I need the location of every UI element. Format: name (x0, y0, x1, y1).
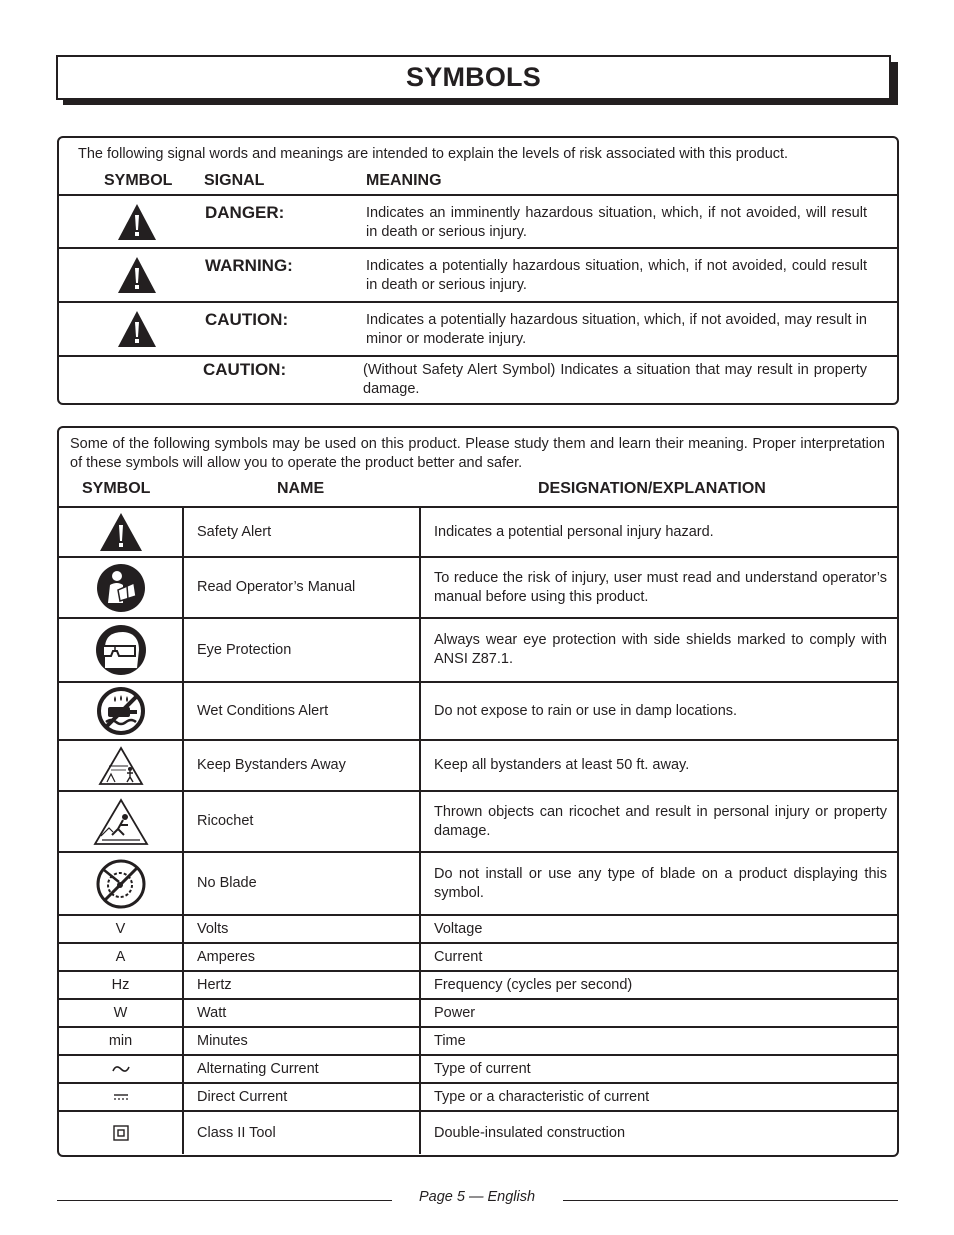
table-row (59, 740, 899, 791)
symbols-panel (57, 426, 899, 1157)
signal-header-symbol: SYMBOL (104, 172, 173, 189)
eye-protection-icon (95, 624, 147, 676)
signal-word: DANGER: (205, 203, 285, 222)
symbol-text: Hz (59, 971, 183, 999)
symbol-name: Class II Tool (183, 1111, 420, 1154)
symbols-header-name: NAME (277, 480, 325, 497)
symbol-name: Eye Protection (183, 618, 420, 682)
symbol-explanation: Voltage (420, 915, 899, 943)
symbol-name: Keep Bystanders Away (183, 740, 420, 791)
symbol-cell (59, 557, 183, 618)
symbol-cell (59, 740, 183, 791)
read-manual-icon (96, 563, 146, 613)
table-row (59, 791, 899, 852)
signal-meaning: Indicates a potentially hazardous situation, which, if not avoided, may result in minor or moderate injury. (366, 312, 867, 347)
table-row (59, 1083, 899, 1111)
symbol-text: W (59, 999, 183, 1027)
signal-row-warning (59, 247, 897, 303)
table-row (59, 557, 899, 618)
signal-word: CAUTION: (203, 360, 287, 379)
symbol-explanation: Do not install or use any type of blade on a product displaying this symbol. (420, 852, 899, 915)
symbols-table (59, 506, 899, 1154)
symbol-explanation: Frequency (cycles per second) (420, 971, 899, 999)
symbol-cell (59, 1055, 183, 1083)
signal-words-panel (57, 136, 899, 405)
safety-alert-triangle-icon (117, 256, 157, 294)
footer-rule-right (563, 1200, 898, 1201)
symbol-name: Direct Current (183, 1083, 420, 1111)
symbol-explanation: Type or a characteristic of current (420, 1083, 899, 1111)
symbol-explanation: Indicates a potential personal injury hazard. (420, 507, 899, 557)
page-title: SYMBOLS (406, 62, 541, 92)
wet-conditions-icon (97, 687, 145, 735)
symbol-explanation: Power (420, 999, 899, 1027)
symbol-explanation: Current (420, 943, 899, 971)
table-row (59, 682, 899, 740)
class-ii-tool-icon (113, 1125, 129, 1141)
signal-meaning: Indicates a potentially hazardous situation, which, if not avoided, could result in death or serious injury. (366, 258, 867, 293)
signal-meaning: (Without Safety Alert Symbol) Indicates a situation that may result in property damage. (363, 362, 867, 397)
symbol-cell (59, 507, 183, 557)
table-row (59, 915, 899, 943)
symbol-cell (59, 1111, 183, 1154)
table-row (59, 507, 899, 557)
alternating-current-icon (111, 1063, 131, 1075)
symbol-name: Wet Conditions Alert (183, 682, 420, 740)
signal-header-signal: SIGNAL (204, 172, 265, 189)
title-banner (56, 55, 891, 100)
symbol-cell (59, 618, 183, 682)
symbol-name: Safety Alert (183, 507, 420, 557)
symbol-name: Minutes (183, 1027, 420, 1055)
table-row (59, 618, 899, 682)
symbol-explanation: Thrown objects can ricochet and result in personal injury or property damage. (420, 791, 899, 852)
table-row (59, 999, 899, 1027)
symbol-name: Amperes (183, 943, 420, 971)
symbols-header-symbol: SYMBOL (82, 480, 151, 497)
symbol-name: Volts (183, 915, 420, 943)
table-row (59, 852, 899, 915)
symbol-text: V (59, 915, 183, 943)
symbol-explanation: Always wear eye protection with side shields marked to comply with ANSI Z87.1. (420, 618, 899, 682)
signal-word: CAUTION: (205, 310, 289, 329)
table-row (59, 971, 899, 999)
symbol-explanation: Time (420, 1027, 899, 1055)
signal-row-caution (59, 301, 897, 357)
table-row (59, 1027, 899, 1055)
signal-row-caution-no-symbol (59, 355, 897, 405)
symbol-name: No Blade (183, 852, 420, 915)
symbol-text: A (59, 943, 183, 971)
symbol-name: Alternating Current (183, 1055, 420, 1083)
symbol-name: Read Operator’s Manual (183, 557, 420, 618)
symbol-explanation: To reduce the risk of injury, user must read and understand operator’s manual before using this product. (420, 557, 899, 618)
ricochet-icon (93, 798, 149, 846)
symbol-name: Hertz (183, 971, 420, 999)
symbol-explanation: Type of current (420, 1055, 899, 1083)
symbol-cell (59, 791, 183, 852)
signal-word: WARNING: (205, 256, 293, 275)
symbol-text: min (59, 1027, 183, 1055)
symbols-header-explanation: DESIGNATION/EXPLANATION (538, 480, 766, 497)
safety-alert-triangle-icon (117, 310, 157, 348)
safety-alert-triangle-icon (117, 203, 157, 241)
signal-row-danger (59, 194, 897, 249)
symbol-cell (59, 1083, 183, 1111)
table-row (59, 1111, 899, 1154)
direct-current-icon (113, 1092, 129, 1102)
symbol-cell (59, 682, 183, 740)
symbol-explanation: Keep all bystanders at least 50 ft. away. (420, 740, 899, 791)
page-footer: Page 5 — English (418, 1189, 536, 1205)
symbol-explanation: Double-insulated construction (420, 1111, 899, 1154)
signal-header-meaning: MEANING (366, 172, 442, 189)
symbol-name: Watt (183, 999, 420, 1027)
signal-meaning: Indicates an imminently hazardous situation, which, if not avoided, will result in death or serious injury. (366, 205, 867, 240)
table-row (59, 943, 899, 971)
no-blade-icon (95, 858, 147, 910)
safety-alert-icon (99, 512, 143, 552)
symbol-cell (59, 852, 183, 915)
signal-intro: The following signal words and meanings are intended to explain the levels of risk associated with this product. (78, 146, 789, 162)
symbols-intro: Some of the following symbols may be used on this product. Please study them and learn their meaning. Proper interpretation of these symbols will allow you to operate the product better and safer. (70, 436, 885, 471)
table-row (59, 1055, 899, 1083)
symbol-explanation: Do not expose to rain or use in damp locations. (420, 682, 899, 740)
symbol-name: Ricochet (183, 791, 420, 852)
keep-bystanders-away-icon (98, 746, 144, 786)
